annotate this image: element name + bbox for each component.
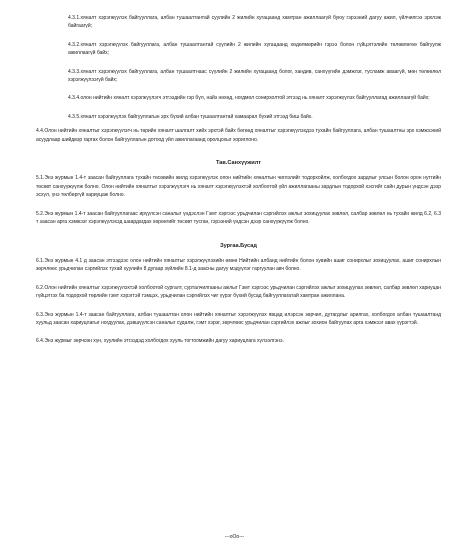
clause-4-3-5: 4.3.5.хяналт хэрэгжүүлэх байгууллагын эрх бүхий албан тушаалтантай хамаарал бүхий этгээд биш байх. <box>68 113 313 120</box>
clause-4-3-3: 4.3.3.хяналт хэрэгжүүлэх байгууллага, албан тушаалтнаас сүүлийн 2 жилийн хугацаанд болог, хандив, санхүүгийн дэмжлэг, тусламж аваагүй, мөн төлөөлөл хэрэгжүүлээгүй байх; <box>68 68 441 84</box>
clause-5-2: 5.2.Энэ журмын 1.4-т заасан байгууллагаас ирүүлсэн саналыг үндэслэн Гэмт хэргээс урьдчилан сэргийлэх ажлыг зохицуулах зөвлөл, салбар зөвлөл нь тухайн жилд 6.2, 6.3 т заасан арга хэмжээг хэрэгжүүлэхэд шаардагдах хөрөнгийг төсөвт тусган, гэрээний үндсэн дээр санхүүжүүлж болно. <box>36 210 441 226</box>
clause-4-3-1: 4.3.1.хяналт хэрэгжүүлэх байгууллага, албан тушаалтантай суулийн 2 жилийн хугацаанд хамтран ажиллаагүй буюу гэрээний дагуу ажил, үйлчилгээ эрхлэж байгаагүй; <box>68 15 441 30</box>
end-marker: ---oOo--- <box>224 534 245 540</box>
clause-6-1: 6.1.Энэ журмын 4.1 д заасан этгээдээс олон нийтийн хяналтыг хэрэгжүүлэхийн өмнө Нийтийн албанд нийтийн болон хувийн ашиг сонирхлыг зохицуулах, ашиг сонирхлын зөрчлөөс урьдчилан сэргийлэх тухай хуулийн 8 дугаар зүйлийн 8.1-д заасны дагуу мэдүүлэг гаргуулан авч болно. <box>36 257 441 273</box>
clause-4-3-2: 4.3.2.хяналт хэрэгжүүлэх байгууллага, албан тушаалтантай сүүлийн 2 жилийн хугацаанд хөдөлмөрийн гэрээ болон гүйцэтгэлийн төлөвлөгөө байгуулж ажиллаагүй байх; <box>68 41 441 57</box>
section-heading-other: Зургаа.Бусад <box>220 242 257 249</box>
clause-6-4: 6.4.Энэ журмыг зөрчсөн хүн, хуулийн этгээдэд холбогдох хууль тогтоомжийн дагуу хариуцлага хүлээлгэнэ. <box>36 338 284 345</box>
clause-4-4: 4.4.Олон нийтийн хяналтыг хэрэгжүүлэгч нь төрийн хяналт шалгалт хийх эрхтэй байх бөгөөд хяналтыг хэрэгжүүлэхдээ тухайн байгууллага, албан тушаалтны эрх хэмжээний асуудлаар шийдвэр гаргах болон байгууллагын дотоод үйл ажиллагаанд оролцохыг хориглоно. <box>36 128 441 143</box>
clause-6-3: 6.3.Энэ журмын 1.4-т заасан байгууллага, албан тушаалтан олон нийтийн хяналтыг хэрэгжүүлэх явцад илэрсэн зөрчил, дутагдлыг арилгах, холбогдох албан тушаалтанд хуульд заасан хариуцлагыг ногдуулах, дэвшүүлсэн саналыг судалж, гэмт хэрэг, зөрчлөөс урьдчилан сэргийлэх ажлыг зохион байгуулах арга хэмжээг авах үүрэгтэй. <box>36 311 441 326</box>
clause-6-2: 6.2.Олон нийтийн хяналтыг хэрэгжүүлэхтэй холбоотой сургалт, сурталчилгааны ажлыг Гэмт хэргээс урьдчилан сэргийлэх ажлыг зохицуулах зөвлөл, салбар зөвлөл хариуцан гүйцэтгэх ба тодорхой төрлийн гэмт хэрэгтэй тэмцэх, урьдчилан сэргийлэх чиг үүрэг бүхий бусад байгууллагатай хамтран ажиллана. <box>36 284 441 300</box>
clause-4-3-4: 4.3.4.олон нийтийн хяналт хэрэгжүүлэгч этгээдийн гэр бүл, найз нөхөд, ногдмол сонирхолтой этгээд нь хяналт хэрэгжүүлэх байгууллагад ажиллаагүй байх; <box>68 95 430 102</box>
section-heading-financing: Тав.Санхүүжилт <box>215 160 261 167</box>
clause-5-1: 5.1.Энэ журмын 1.4-т заасан байгууллага тухайн төсөвийн жилд хэрэгжүүлэх олон нийтийн хяналтын чиглэлийг тодорхойлж, холбогдох зардлыг улсын болон орон нутгийн төсөвт санхүүжүүлж болно. Олон нийтийн хяналтыг хэрэгжүүлэгч нь хяналт хэрэгжүүлэхтэй холбоотой үйл ажиллагааны зардлын тодорхой хэсгийг сайн дурын үндсэн дээр эсхүл, үнэ төлбөргүй хариуцаж болно. <box>36 175 441 199</box>
